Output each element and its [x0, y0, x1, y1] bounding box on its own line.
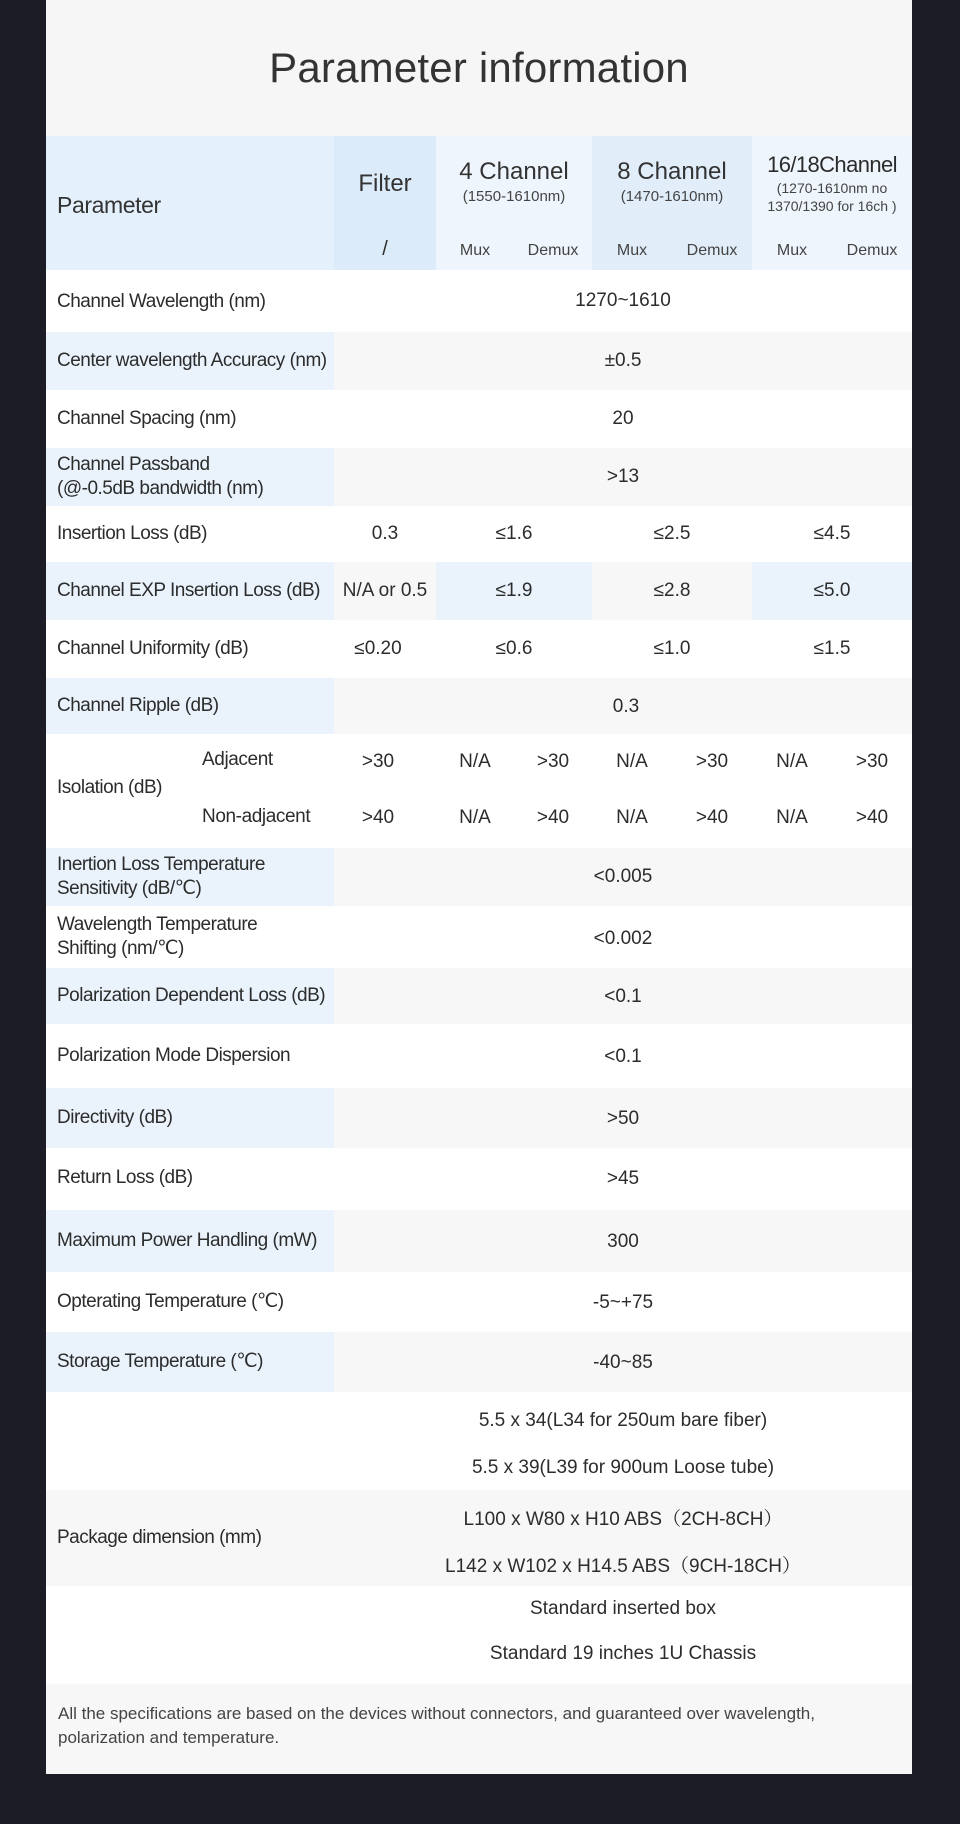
row-accuracy — [46, 332, 912, 390]
value-filter: N/A or 0.5 — [342, 580, 428, 601]
row-value: -40~85 — [593, 1352, 653, 1373]
row-passband — [46, 448, 912, 506]
value-8ch: ≤2.5 — [653, 523, 691, 544]
row-label: Center wavelength Accuracy (nm) — [57, 350, 327, 371]
nonadj-8ch-demux: >40 — [695, 807, 729, 828]
nonadj-4ch-mux: N/A — [459, 807, 491, 828]
row-label-2: (@-0.5dB bandwidth (nm) — [57, 478, 264, 499]
row-label: Storage Temperature (℃) — [57, 1351, 263, 1372]
package-value-3: L100 x W80 x H10 ABS（2CH-8CH） — [463, 1509, 783, 1530]
row-label: Polarization Dependent Loss (dB) — [57, 985, 326, 1006]
header-8ch: 8 Channel — [617, 158, 727, 185]
adj-4ch-demux: >30 — [536, 751, 570, 772]
row-spacing — [46, 390, 912, 448]
header-4ch-mux: Mux — [459, 242, 491, 259]
row-value: -5~+75 — [592, 1292, 654, 1313]
row-value: >45 — [606, 1168, 640, 1189]
row-insertion — [46, 506, 912, 562]
row-label-1: Inertion Loss Temperature — [57, 854, 265, 875]
value-filter: ≤0.20 — [354, 638, 402, 659]
row-exp-insertion — [46, 562, 912, 620]
row-pdl — [46, 968, 912, 1024]
row-power — [46, 1210, 912, 1272]
row-pmd — [46, 1024, 912, 1088]
row-storage-temp — [46, 1332, 912, 1392]
adj-16ch-mux: N/A — [776, 751, 808, 772]
row-label: Opterating Temperature (℃) — [57, 1291, 284, 1312]
adj-8ch-mux: N/A — [616, 751, 648, 772]
row-label-1: Channel Passband — [57, 454, 210, 475]
package-value-1: 5.5 x 34(L34 for 250um bare fiber) — [478, 1410, 768, 1431]
nonadj-16ch-mux: N/A — [776, 807, 808, 828]
value-16ch: ≤4.5 — [813, 523, 851, 544]
header-16ch-cell — [752, 136, 912, 270]
header-filter-cell — [334, 136, 436, 270]
header-4ch: 4 Channel — [459, 158, 569, 185]
row-label: Insertion Loss (dB) — [57, 523, 207, 544]
value-8ch: ≤1.0 — [653, 638, 691, 659]
header-filter: Filter — [358, 170, 412, 197]
package-value-4: L142 x W102 x H14.5 ABS（9CH-18CH） — [445, 1556, 801, 1577]
header-16ch: 16/18Channel — [767, 152, 897, 177]
adj-8ch-demux: >30 — [695, 751, 729, 772]
package-value-5: Standard inserted box — [530, 1598, 716, 1619]
header-8ch-range: (1470-1610nm) — [620, 188, 724, 205]
row-label: Isolation (dB) — [57, 777, 162, 798]
title-area — [46, 0, 912, 136]
header-8ch-mux: Mux — [616, 242, 648, 259]
row-label: Return Loss (dB) — [57, 1167, 193, 1188]
header-8ch-cell — [592, 136, 752, 270]
row-label: Directivity (dB) — [57, 1107, 173, 1128]
nonadj-8ch-mux: N/A — [616, 807, 648, 828]
row-value: ±0.5 — [604, 350, 642, 371]
value-4ch: ≤0.6 — [495, 638, 533, 659]
isolation-adjacent-label: Adjacent — [202, 749, 273, 770]
header-8ch-demux: Demux — [686, 242, 738, 259]
row-label: Channel EXP Insertion Loss (dB) — [57, 580, 320, 601]
row-label-2: Shifting (nm/℃) — [57, 938, 184, 959]
row-value: <0.1 — [604, 986, 642, 1007]
row-value: 1270~1610 — [575, 290, 671, 311]
header-filter-sub: / — [382, 238, 388, 260]
adj-filter: >30 — [361, 751, 395, 772]
adj-16ch-demux: >30 — [855, 751, 889, 772]
value-16ch: ≤1.5 — [813, 638, 851, 659]
row-value: <0.005 — [593, 866, 653, 887]
row-value: 20 — [612, 408, 634, 429]
header-16ch-range-1: (1270-1610nm no — [776, 180, 888, 196]
row-label-2: Sensitivity (dB/℃) — [57, 878, 202, 899]
value-16ch: ≤5.0 — [813, 580, 851, 601]
row-wl-temp — [46, 906, 912, 968]
row-value: 300 — [607, 1231, 639, 1252]
row-value: >50 — [606, 1108, 640, 1129]
footnote: All the specifications are based on the devices without connectors, and guaranteed over wavelength, polarization and temperature. — [58, 1704, 815, 1747]
value-8ch: ≤2.8 — [653, 580, 691, 601]
header-16ch-demux: Demux — [846, 242, 898, 259]
row-value: <0.1 — [604, 1046, 642, 1067]
row-label: Channel Wavelength (nm) — [57, 291, 266, 312]
isolation-nonadjacent-label: Non-adjacent — [202, 806, 311, 827]
parameter-card — [46, 0, 912, 1774]
nonadj-4ch-demux: >40 — [536, 807, 570, 828]
row-label: Package dimension (mm) — [57, 1527, 262, 1548]
adj-4ch-mux: N/A — [459, 751, 491, 772]
value-4ch: ≤1.6 — [495, 523, 533, 544]
footnote-area — [46, 1684, 912, 1774]
header-16ch-mux: Mux — [776, 242, 808, 259]
row-label-1: Wavelength Temperature — [57, 914, 258, 935]
row-uniformity — [46, 620, 912, 678]
row-label: Polarization Mode Dispersion — [57, 1045, 291, 1066]
row-return-loss — [46, 1148, 912, 1210]
header-16ch-range-2: 1370/1390 for 16ch ) — [767, 198, 897, 214]
row-label: Maximum Power Handling (mW) — [57, 1230, 317, 1251]
value-filter: 0.3 — [371, 523, 399, 544]
row-value: 0.3 — [612, 696, 640, 717]
row-op-temp — [46, 1272, 912, 1332]
value-4ch: ≤1.9 — [495, 580, 533, 601]
row-label: Channel Uniformity (dB) — [57, 638, 249, 659]
header-4ch-cell — [436, 136, 592, 270]
row-isolation — [46, 734, 912, 848]
row-il-temp — [46, 848, 912, 906]
page-title: Parameter information — [269, 44, 689, 91]
row-label: Channel Spacing (nm) — [57, 408, 237, 429]
header-4ch-range: (1550-1610nm) — [462, 188, 566, 205]
package-value-2: 5.5 x 39(L39 for 900um Loose tube) — [471, 1457, 775, 1478]
row-ripple — [46, 678, 912, 734]
row-directivity — [46, 1088, 912, 1148]
row-value: >13 — [606, 466, 640, 487]
header-parameter-cell — [46, 136, 334, 270]
header-4ch-demux: Demux — [527, 242, 579, 259]
nonadj-filter: >40 — [361, 807, 395, 828]
row-package — [46, 1392, 912, 1684]
row-value: <0.002 — [593, 928, 653, 949]
row-label: Channel Ripple (dB) — [57, 695, 219, 716]
nonadj-16ch-demux: >40 — [855, 807, 889, 828]
header-parameter: Parameter — [57, 192, 161, 218]
row-wavelength — [46, 270, 912, 332]
package-value-6: Standard 19 inches 1U Chassis — [489, 1643, 757, 1664]
